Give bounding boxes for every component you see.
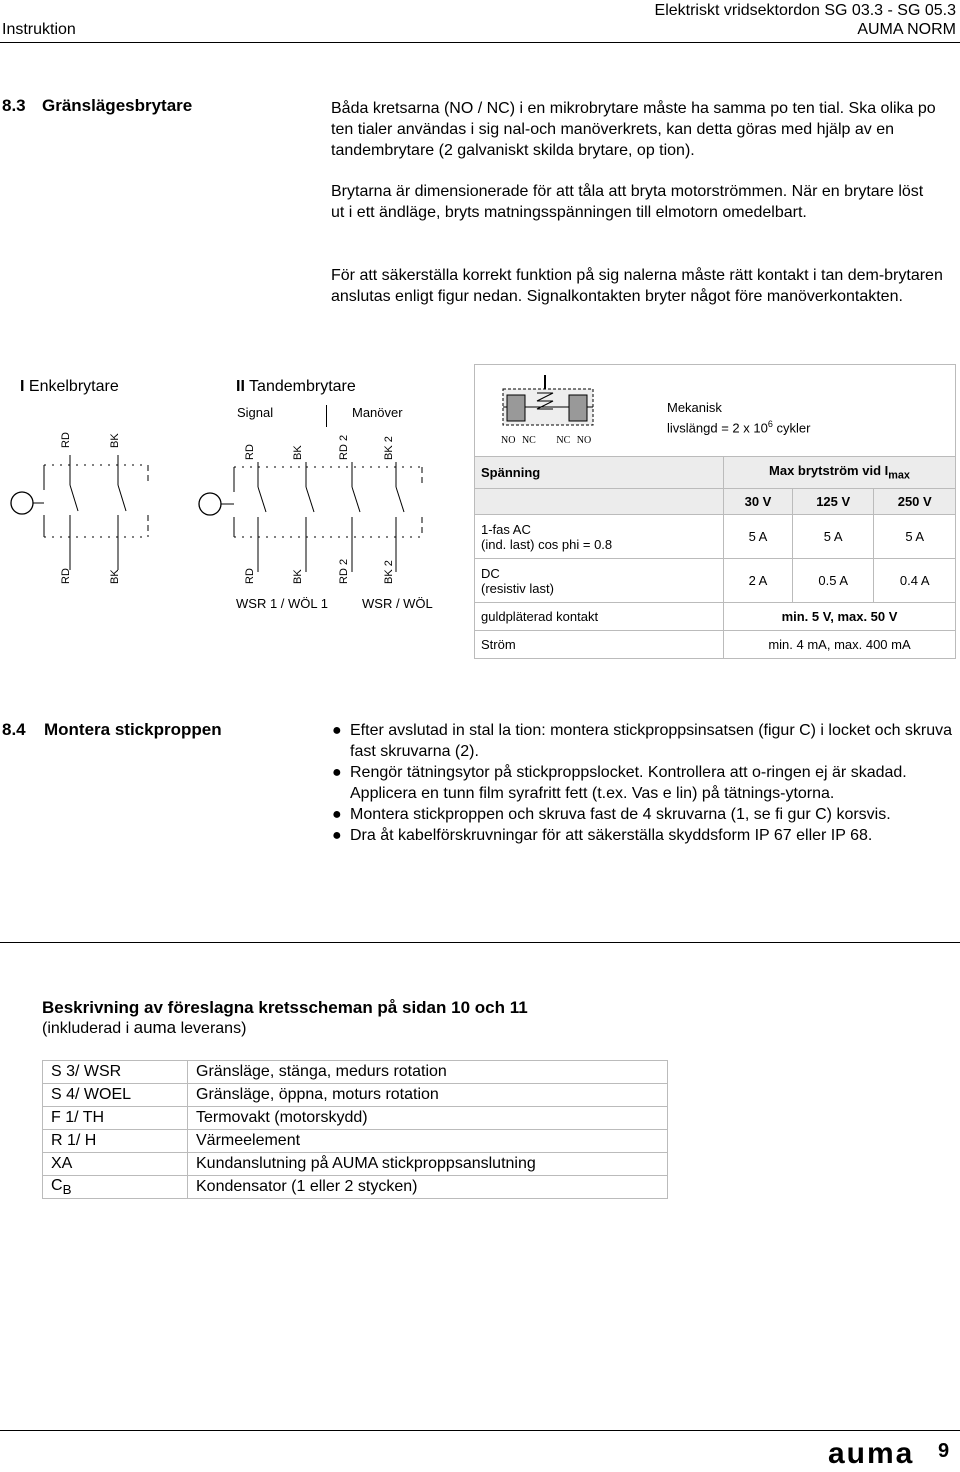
signal-manover-divider <box>326 405 327 427</box>
table-row <box>43 1176 668 1199</box>
legend-code: S 3/ WSR <box>43 1061 188 1084</box>
header-product: AUMA NORM <box>857 21 956 38</box>
section-8-4-bullets <box>332 720 956 846</box>
bullet-text: Montera stickproppen och skruva fast de 4 skruvarna (1, se fi gur C) korsvis. <box>350 806 891 823</box>
row3-value: min. 5 V, max. 50 V <box>724 603 956 631</box>
d2-top-bk: BK <box>292 445 304 460</box>
legend-desc: Gränsläge, stänga, medurs rotation <box>188 1061 668 1084</box>
v30-header: 30 V <box>724 489 793 515</box>
legend-code: F 1/ TH <box>43 1107 188 1130</box>
legend-desc: Kundanslutning på AUMA stickproppsanslutning <box>188 1153 668 1176</box>
beskrivning-title: Beskrivning av föreslagna kretsscheman på sidan 10 och 11 <box>42 998 528 1017</box>
table-row <box>43 1061 668 1084</box>
table-row <box>475 515 956 559</box>
section-rule <box>0 942 960 943</box>
label-wsr1-wol1: WSR 1 / WÖL 1 <box>236 596 328 611</box>
legend-desc: Värmeelement <box>188 1130 668 1153</box>
row2-label-a: DC <box>481 565 500 581</box>
section-8-3-title: Gränslägesbrytare <box>42 96 193 115</box>
list-item <box>332 720 956 762</box>
microswitch-icon <box>497 371 607 435</box>
switch-no-right: NO <box>576 435 592 446</box>
diagram-2-name: Tandembrytare <box>249 378 356 395</box>
list-item <box>332 825 956 846</box>
switch-nc-right: NC <box>556 435 571 446</box>
bullet-text: Efter avslutad in stal la tion: montera stickproppsinsatsen (figur C) i locket och skruva fast skruvarna (2). <box>350 722 953 760</box>
section-8-4-number: 8.4 <box>2 720 26 739</box>
d2-bottom-bk: BK <box>292 569 304 584</box>
table-row <box>43 1130 668 1153</box>
bullet-text: Rengör tätningsytor på stickproppslocket. Kontrollera att o-ringen ej är skadad. Applicera en tunn film syrafritt fett (t.ex. Vas e lin) på tätnings-ytorna. <box>350 764 907 802</box>
row1-label-a: 1-fas AC <box>481 521 531 537</box>
legend-code-main: C <box>51 1177 63 1194</box>
table-row <box>475 631 956 659</box>
imax-subscript: max <box>888 469 910 482</box>
mechanical-life-box <box>474 364 956 458</box>
livslangd-value: livslängd = 2 x 10 <box>667 420 768 436</box>
d2-bottom-bk2: BK 2 <box>383 560 395 584</box>
max-current-header <box>724 457 956 489</box>
bullet-icon: ● <box>332 722 342 739</box>
row4-label: Ström <box>475 631 724 659</box>
diagram-1-name: Enkelbrytare <box>28 378 119 395</box>
legend-desc: Gränsläge, öppna, moturs rotation <box>188 1084 668 1107</box>
d2-top-rd: RD <box>244 444 256 460</box>
diagram-tandembrytare-title <box>236 378 356 396</box>
d1-bottom-rd: RD <box>60 568 72 584</box>
subtitle-brand: auma <box>133 1018 177 1037</box>
max-current-label: Max brytström vid <box>769 463 882 479</box>
header-title: Elektriskt vridsektordon SG 03.3 - SG 05.3 <box>654 2 956 19</box>
legend-table <box>42 1060 668 1199</box>
label-signal: Signal <box>237 405 274 420</box>
table-row <box>43 1107 668 1130</box>
table-row <box>43 1153 668 1176</box>
row2-label-b: (resistiv last) <box>481 580 554 596</box>
diagram-1-roman: I <box>20 378 25 395</box>
list-item <box>332 804 956 825</box>
enkelbrytare-diagram <box>8 455 158 570</box>
voltage-header-blank <box>475 489 724 515</box>
d1-top-bk: BK <box>109 433 121 448</box>
switch-nc-no-labels <box>501 435 591 446</box>
footer-logo: auma <box>828 1437 915 1470</box>
tandembrytare-diagram <box>196 462 436 572</box>
section-8-4-title: Montera stickproppen <box>44 720 222 739</box>
row1-v30: 5 A <box>724 515 793 559</box>
legend-desc: Kondensator (1 eller 2 stycken) <box>188 1176 668 1199</box>
table-row <box>475 603 956 631</box>
mekanisk-label: Mekanisk <box>667 400 722 415</box>
imax-symbol: I <box>884 463 889 479</box>
section-8-3-p1: Båda kretsarna (NO / NC) i en mikrobrytare måste ha samma po ten tial. Ska olika po ten tialer användas i sig nal-och manöverkrets, kan detta göras med hjälp av en tandembrytare (2 galvaniskt skilda brytare, op tion). <box>331 100 936 159</box>
subtitle-pre: (inkluderad i <box>42 1020 130 1037</box>
row1-label <box>475 515 724 559</box>
legend-code-sub: B <box>62 1182 72 1198</box>
row4-value: min. 4 mA, max. 400 mA <box>724 631 956 659</box>
v250-header: 250 V <box>874 489 956 515</box>
bullet-icon: ● <box>332 827 342 844</box>
list-item <box>332 762 956 804</box>
switch-nc-left: NC <box>521 435 536 446</box>
legend-code: R 1/ H <box>43 1130 188 1153</box>
page-number: 9 <box>938 1440 950 1462</box>
spanning-header: Spänning <box>475 457 724 489</box>
row1-label-b: (ind. last) cos phi = 0.8 <box>481 536 613 552</box>
switch-no-left: NO <box>501 435 516 446</box>
legend-code <box>43 1176 188 1199</box>
row1-v125: 5 A <box>792 515 873 559</box>
legend-desc: Termovakt (motorskydd) <box>188 1107 668 1130</box>
table-row <box>43 1084 668 1107</box>
mechanical-life-text <box>667 399 810 436</box>
diagram-enkelbrytare-title <box>20 378 119 396</box>
footer-rule <box>0 1430 960 1431</box>
row2-v30: 2 A <box>724 559 793 603</box>
label-manover: Manöver <box>352 405 403 420</box>
section-8-3-p2: Brytarna är dimensionerade för att tåla att bryta motorströmmen. När en brytare löst ut i ett ändläge, bryts matningsspänningen till elmotorn omedelbart. <box>331 183 924 221</box>
table-row <box>475 559 956 603</box>
d2-bottom-rd2: RD 2 <box>338 558 350 584</box>
d2-bottom-rd: RD <box>244 568 256 584</box>
livslangd-unit: cykler <box>776 420 811 436</box>
current-spec-table <box>474 456 956 659</box>
header-right <box>655 1 956 39</box>
livslangd-exponent: 6 <box>767 419 773 429</box>
section-8-3-number: 8.3 <box>2 96 26 115</box>
diagram-2-roman: II <box>236 378 245 395</box>
section-8-3-p3: För att säkerställa korrekt funktion på sig nalerna måste rätt kontakt i tan dem-brytaren anslutas enligt figur nedan. Signalkontakten bryter något före manöverkontakten. <box>331 267 943 305</box>
legend-code: XA <box>43 1153 188 1176</box>
bullet-icon: ● <box>332 806 342 823</box>
subtitle-post: leverans) <box>180 1020 247 1037</box>
row2-v125: 0.5 A <box>792 559 873 603</box>
v125-header: 125 V <box>792 489 873 515</box>
legend-code: S 4/ WOEL <box>43 1084 188 1107</box>
row2-v250: 0.4 A <box>874 559 956 603</box>
beskrivning-subtitle <box>42 1018 246 1038</box>
bullet-icon: ● <box>332 764 342 781</box>
label-wsr-wol: WSR / WÖL <box>362 596 433 611</box>
livslangd-line <box>667 416 810 436</box>
header-rule <box>0 42 960 43</box>
d2-top-bk2: BK 2 <box>383 436 395 460</box>
row2-label <box>475 559 724 603</box>
bullet-text: Dra åt kabelförskruvningar för att säkerställa skyddsform IP 67 eller IP 68. <box>350 827 873 844</box>
d1-bottom-bk: BK <box>109 569 121 584</box>
row1-v250: 5 A <box>874 515 956 559</box>
d1-top-rd: RD <box>60 432 72 448</box>
header-left: Instruktion <box>2 21 76 38</box>
d2-top-rd2: RD 2 <box>338 434 350 460</box>
row3-label: guldpläterad kontakt <box>475 603 724 631</box>
